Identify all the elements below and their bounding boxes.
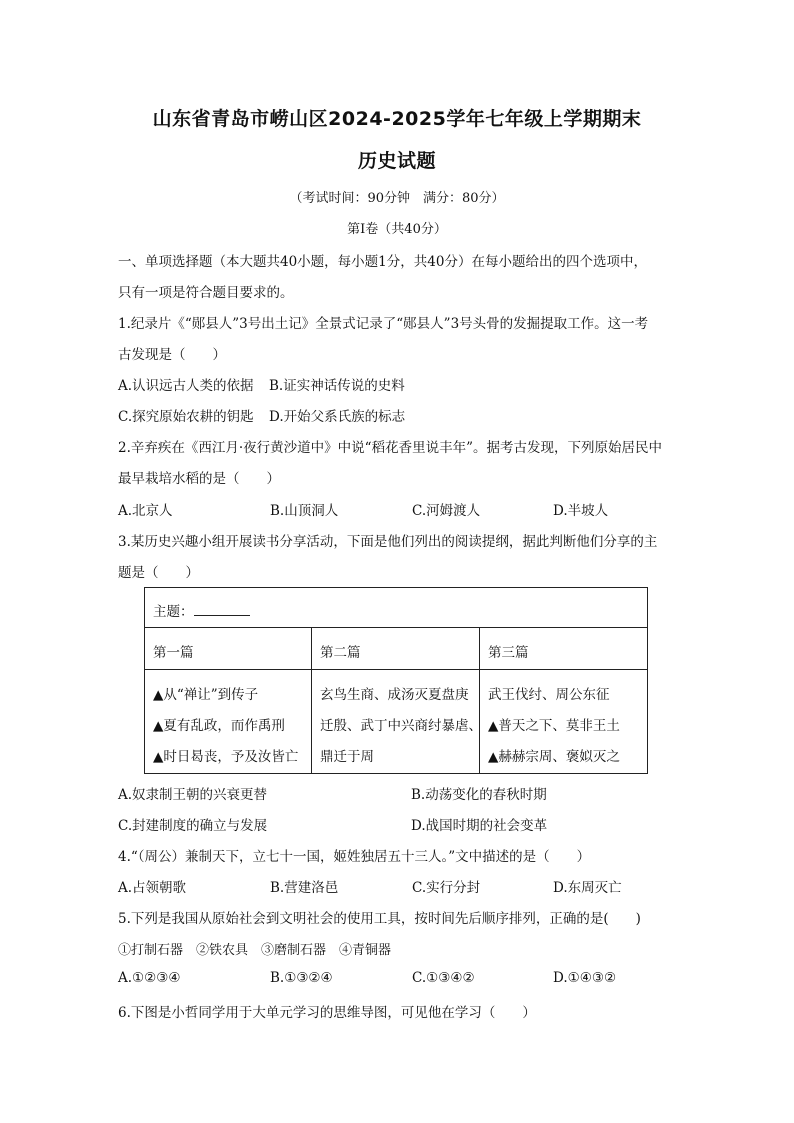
table-header-3: 第三篇 xyxy=(488,645,529,661)
q1-option-b: B.证实神话传说的史料 xyxy=(269,378,405,394)
q5-items: ①打制石器 ②铁农具 ③磨制石器 ④青铜器 xyxy=(118,943,392,958)
table-col2-line3: 鼎迁于周 xyxy=(320,749,374,765)
q2-option-c: C.河姆渡人 xyxy=(412,503,481,519)
q1-stem-line2: 古发现是（ ） xyxy=(118,347,226,363)
q4-option-c: C.实行分封 xyxy=(412,880,481,896)
q3-stem-line1: 3.某历史兴趣小组开展读书分享活动，下面是他们列出的阅读提纲，据此判断他们分享的主 xyxy=(118,534,658,550)
reading-outline-table xyxy=(144,587,648,774)
q4-option-b: B.营建洛邑 xyxy=(270,880,339,896)
q4-option-d: D.东周灭亡 xyxy=(553,880,622,896)
q5-option-b: B.①③②④ xyxy=(270,970,333,986)
q1-option-d: D.开始父系氏族的标志 xyxy=(269,409,406,425)
q3-option-b: B.动荡变化的春秋时期 xyxy=(411,787,547,803)
table-divider xyxy=(311,627,312,774)
section-intro-line1: 一、单项选择题（本大题共40小题，每小题1分，共40分）在每小题给出的四个选项中， xyxy=(118,254,647,270)
table-col3-line2: ▲普天之下、莫非王土 xyxy=(488,718,620,734)
q2-option-d: D.半坡人 xyxy=(553,503,609,519)
volume-label: 第Ⅰ卷（共40分） xyxy=(347,222,447,237)
table-divider xyxy=(145,627,647,628)
exam-info: （考试时间：90分钟 满分：80分） xyxy=(289,191,505,206)
q5-stem-line1: 5.下列是我国从原始社会到文明社会的使用工具，按时间先后顺序排列，正确的是( ) xyxy=(118,911,641,927)
q3-option-c: C.封建制度的确立与发展 xyxy=(118,818,268,834)
section-intro-line2: 只有一项是符合题目要求的。 xyxy=(118,285,294,301)
theme-blank xyxy=(194,603,250,616)
q3-option-d: D.战国时期的社会变革 xyxy=(411,818,548,834)
table-col3-line3: ▲赫赫宗周、褒姒灭之 xyxy=(488,749,620,765)
table-col1-line1: ▲从“禅让”到传子 xyxy=(153,687,259,703)
q5-option-d: D.①④③② xyxy=(553,970,617,986)
q1-stem-line1: 1.纪录片《“郧县人”3号出土记》全景式记录了“郧县人”3号头骨的发掘提取工作。这一考 xyxy=(118,316,649,332)
table-divider xyxy=(479,627,480,774)
q5-option-c: C.①③④② xyxy=(412,970,475,986)
table-theme-label: 主题： xyxy=(153,604,194,620)
q1-option-a: A.认识远古人类的依据 xyxy=(118,378,254,394)
table-header-2: 第二篇 xyxy=(320,645,361,661)
q6-stem-line1: 6.下图是小哲同学用于大单元学习的思维导图，可见他在学习（ ） xyxy=(118,1005,536,1021)
table-header-1: 第一篇 xyxy=(153,645,194,661)
q5-option-a: A.①②③④ xyxy=(118,970,181,986)
table-col1-line2: ▲夏有乱政，而作禹刑 xyxy=(153,718,285,734)
q4-option-a: A.占领朝歌 xyxy=(118,880,187,896)
q3-stem-line2: 题是（ ） xyxy=(118,565,199,581)
table-col1-line3: ▲时日曷丧，予及汝皆亡 xyxy=(153,749,299,765)
table-col3-line1: 武王伐纣、周公东征 xyxy=(488,687,610,703)
table-col2-line2: 迁殷、武丁中兴商纣暴虐、 xyxy=(320,718,482,734)
table-col2-line1: 玄鸟生商、成汤灭夏盘庚 xyxy=(320,687,469,703)
page-title-line1: 山东省青岛市崂山区2024-2025学年七年级上学期期末 xyxy=(152,108,642,130)
q1-option-c: C.探究原始农耕的钥匙 xyxy=(118,409,254,425)
q2-option-a: A.北京人 xyxy=(118,503,173,519)
table-theme-row xyxy=(153,600,250,620)
q2-option-b: B.山顶洞人 xyxy=(270,503,339,519)
q2-stem-line1: 2.辛弃疾在《西江月·夜行黄沙道中》中说“稻花香里说丰年”。据考古发现，下列原始居民中 xyxy=(118,440,662,456)
q4-stem-line1: 4.“（周公）兼制天下，立七十一国，姬姓独居五十三人。”文中描述的是（ ） xyxy=(118,849,591,865)
table-divider xyxy=(145,669,647,670)
q2-stem-line2: 最早栽培水稻的是（ ） xyxy=(118,471,280,487)
q3-option-a: A.奴隶制王朝的兴衰更替 xyxy=(118,787,268,803)
page-title-line2: 历史试题 xyxy=(357,150,436,172)
